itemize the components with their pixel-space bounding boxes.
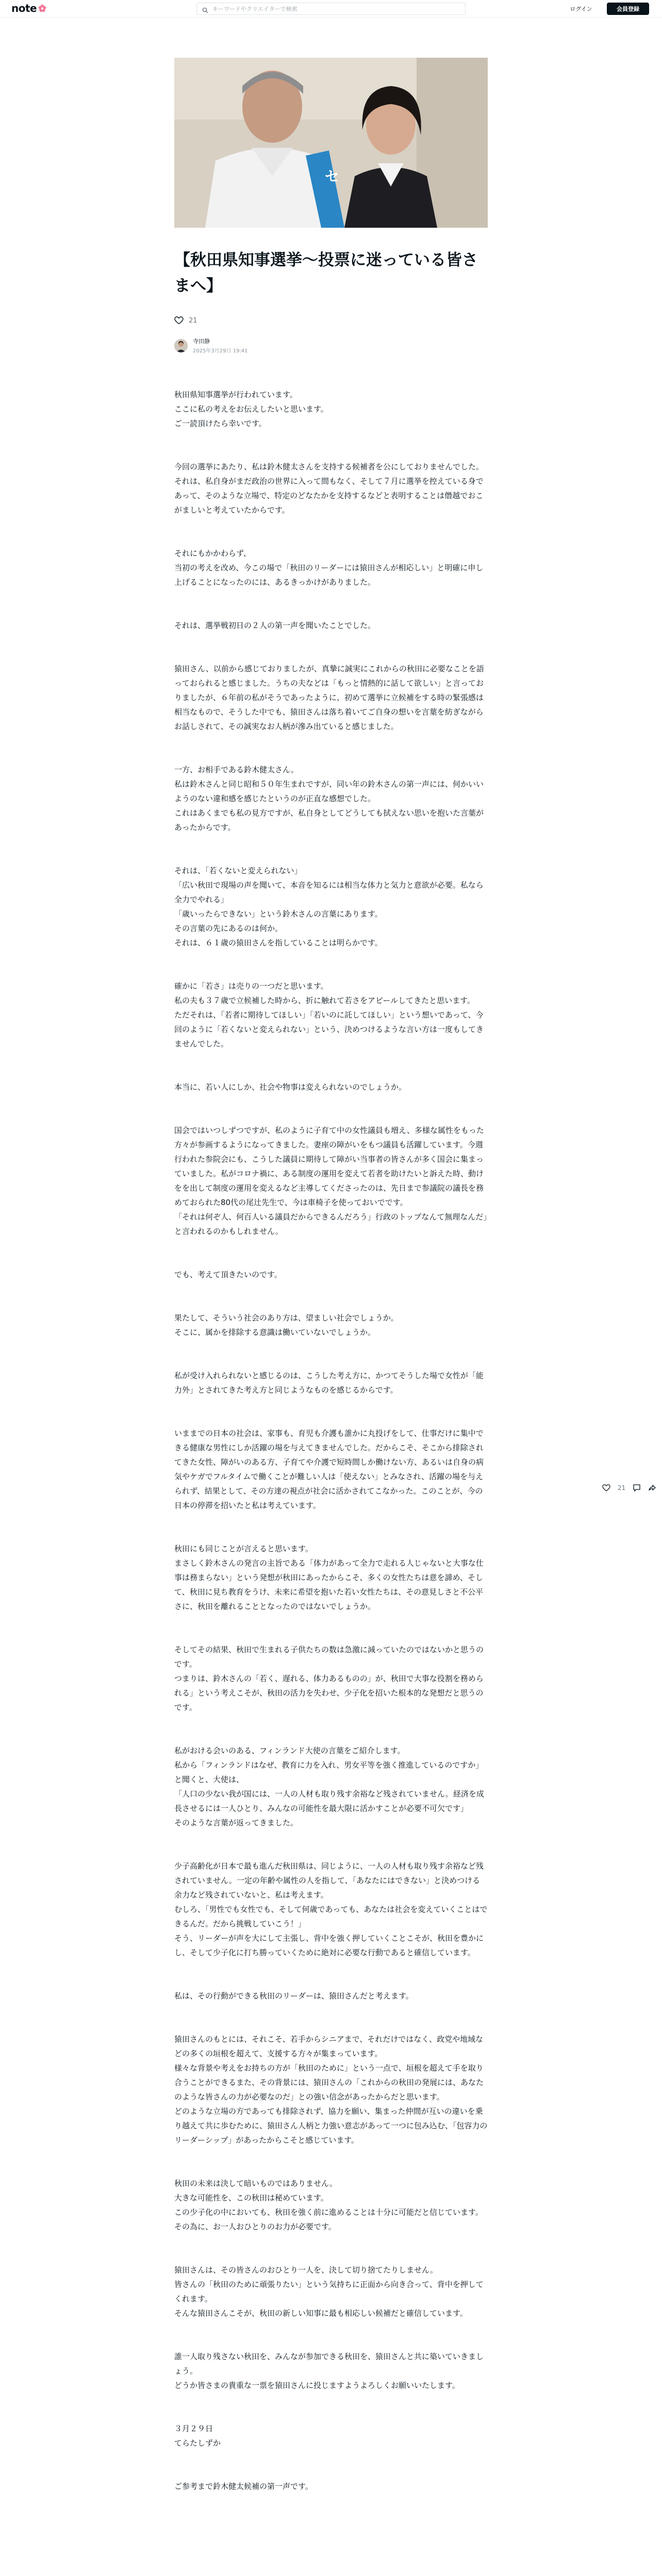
- publish-date: 2025年3月29日 19:41: [193, 348, 248, 354]
- like-row: [174, 316, 197, 325]
- share-icon[interactable]: [648, 1484, 656, 1492]
- paragraph: 猿田さんのもとには、それこそ、若手からシニアまで、それだけではなく、政党や地域などの多くの垣根を超えて、支援する方々が集まっています。 様々な背景や考えをお持ちの方が「秋田のために」という一点で、垣根を超えて手を取り合うことができるまた、その背景には、猿田さんの「これからの秋田の発展には、あなたのような皆さんの力が必要なのだ」との強い信念があったからだと思います。 どのような立場の方であっても排除されず、協力を願い、集まった仲間が互いの違いを乗り越えて共に歩むために、猿田さん人柄と力強い意志があって一つに包み込む、「包容力のリーダーシップ」があったからこそと感じています。: [174, 2035, 488, 2145]
- comment-icon[interactable]: [633, 1484, 641, 1492]
- search-icon: [202, 6, 208, 12]
- paragraph: 確かに「若さ」は売りの一つだと思います。 私の夫も３７歳で立候補した時から、折に触れて若さをアピールしてきたと思います。 ただそれは、「若者に期待してほしい」「若いのに託してほしい」という想いであって、今回のように「若くないと変えられない」という、決めつけるような言い方は一度もしてきませんでした。: [174, 981, 484, 1048]
- paragraph: でも、考えて頂きたいのです。: [174, 1270, 282, 1279]
- paragraph: それは、選挙戦初日の２人の第一声を聞いたことでした。: [174, 621, 376, 630]
- like-count: 21: [189, 316, 197, 325]
- login-button[interactable]: ログイン: [570, 6, 592, 12]
- svg-text:セ: セ: [325, 168, 340, 185]
- paragraph: 私が受け入れられないと感じるのは、こうした考え方に、かつてそうした場で女性が「能力外」とされてきた考え方と同じようなものを感じるからです。: [174, 1371, 484, 1395]
- paragraph: そしてその結果、秋田で生まれる子供たちの数は急激に減っていたのではないかと思うのです。 つまりは、鈴木さんの「若く、遅れる、体力あるものの」が、秋田で大事な役割を務められる」という考えこそが、秋田の活力を失わせ、少子化を招いた根本的な発想だと思うのです。: [174, 1645, 484, 1712]
- logo-text: note: [11, 2, 37, 14]
- heart-icon[interactable]: [602, 1484, 610, 1492]
- paragraph: いままでの日本の社会は、家事も、育児も介護も誰かに丸投げをして、仕事だけに集中できる健康な男性にしか活躍の場を与えてきませんでした。だからこそ、そこから排除されてきた女性、障がいのある方、子育てや介護で短時間しか働けない方、あるいは自身の病気やケガでフルタイムで働くことが難しい人は「使えない」とみなされ、活躍の場を与えられず、結果として、その方達の視点が社会に活かされてこなかった。このことが、今の日本の停滞を招いたと私は考えています。: [174, 1429, 484, 1510]
- paragraph: 一方、お相手である鈴木健太さん。 私は鈴木さんと同じ昭和５０年生まれですが、同い年の鈴木さんの第一声には、何かいいようのない違和感を感じたというのが正直な感想でした。 これはあくまでも私の見方ですが、私自身としてどうしても拭えない思いを抱いた言葉があったからです。: [174, 765, 484, 832]
- paragraph: 少子高齢化が日本で最も進んだ秋田県は、同じように、一人の人材も取り残す余裕など残されていません。一定の年齢や属性の人を指して、「あなたにはできない」と決めつける余力など残されていないと、私は考えます。 むしろ、「男性でも女性でも、そして何歳であっても、あなたは社会を変えていくことはできるんだ。だから挑戦していこう！」 そう、リーダーが声を大にして主張し、背中を強く押していくことこそが、秋田を豊かにし、そして少子化に打ち勝っていくために絶対に必要な行動であると確信しています。: [174, 1861, 488, 1957]
- note-logo[interactable]: [11, 2, 46, 14]
- paragraph: 私は、その行動ができる秋田のリーダーは、猿田さんだと考えます。: [174, 1991, 413, 2001]
- avatar[interactable]: [174, 339, 188, 352]
- paragraph: それは、「若くないと変えられない」 「広い秋田で現場の声を聞いて、本音を知るには相当な体力と気力と意欲が必要。私なら全力でやれる」 「歳いったらできない」という鈴木さんの言葉にあります。 その言葉の先にあるのは何か。 それは、６１歳の猿田さんを指していることは明らかです。: [174, 866, 484, 947]
- paragraph: 猿田さん、以前から感じておりましたが、真摯に誠実にこれからの秋田に必要なことを語っておられると感じました。うちの夫などは「もっと情熱的に話して欲しい」と言っておりましたが、６年前の私がそうであったように、初めて選挙に立候補をする時の緊張感は相当なもので、そうした中でも、猿田さんは落ち着いてご自身の想いを言葉を紡ぎながらお話しされて、その誠実なお人柄が滲み出ていると感じました。: [174, 664, 484, 731]
- paragraph: それにもかかわらず、 当初の考えを改め、今この場で「秋田のリーダーには猿田さんが相応しい」と明確に申し上げることになったのには、あるきっかけがありました。: [174, 549, 484, 587]
- article-title: 【秋田県知事選挙～投票に迷っている皆さまへ】: [174, 251, 478, 295]
- article-body: [174, 387, 488, 2522]
- site-header: [0, 0, 662, 18]
- side-like-count: 21: [618, 1484, 626, 1492]
- search-input[interactable]: キーワードやクリエイターで検索: [212, 6, 297, 12]
- paragraph: ご参考まで鈴木健太候補の第一声です。: [174, 2482, 313, 2491]
- author-name[interactable]: 寺田静: [193, 338, 210, 345]
- side-action-bar: [602, 1484, 656, 1492]
- paragraph: 果たして、そういう社会のあり方は、望ましい社会でしょうか。 そこに、属かを排除する意識は働いていないでしょうか。: [174, 1313, 399, 1337]
- article-hero-image: [174, 58, 488, 228]
- paragraph: 私がおける会いのある、フィンランド大使の言葉をご紹介します。 私から「フィンランドはなぜ、教育に力を入れ、男女平等を強く推進しているのですか」と聞くと、大使は、 「人口の少ない我が国には、一人の人材も取り残す余裕など残されていません。経済を成長させるには一人ひとり、みんなの可能性を最大限に活かすことが必要不可欠です」 そのような言葉が返ってきました。: [174, 1746, 484, 1827]
- paragraph: 秋田県知事選挙が行われています。 ここに私の考えをお伝えしたいと思います。 ご一読頂けたら幸いです。: [174, 390, 328, 428]
- paragraph: 今回の選挙にあたり、私は鈴木健太さんを支持する候補者を公にしておりませんでした。 それは、私自身がまだ政治の世界に入って間もなく、そして７月に選挙を控えている身であって、そのような立場で、特定のどなたかを支持するなどと表明することは僭越でおこがましいと考えていたからです。: [174, 462, 484, 515]
- paragraph: 本当に、若い人にしか、社会や物事は変えられないのでしょうか。: [174, 1082, 407, 1092]
- paragraph: 秋田の未来は決して暗いものではありません。 大きな可能性を、この秋田は秘めています。 この少子化の中においても、秋田を強く前に進めることは十分に可能だと信じています。 その為に、お一人おひとりのお力が必要です。: [174, 2179, 483, 2231]
- search-box[interactable]: [196, 3, 466, 15]
- paragraph: 国会ではいつしずつですが、私のように子育て中の女性議員も増え、多様な属性をもった方々が参画するようになってきました。妻座の障がいをもつ議員も活躍しています。今週行われた参院会にも、こうした議員に期待して障がい当事者の皆さんが多く国会に集まっていました。私がコロナ禍に、ある制度の運用を変えて若者を助けたいと訴えた時、動けをを出して制度の運用を変えるなど主導してくださったのは、先日まで参議院の議長を務めておられた80代の尾辻先生で、今は車椅子を使っておいでです。 「それは何ぞ人、何百人いる議員だからできるんだろう」行政のトップなんて無理なんだ」と言われるのかもしれません。: [174, 1126, 487, 1236]
- paragraph: 猿田さんは、その皆さんのおひとり一人を、決して切り捨てたりしません。 皆さんの「秋田のために頑張りたい」という気持ちに正面から向き合って、背中を押してくれます。 そんな猿田さんこそが、秋田の新しい知事に最も相応しい候補だと確信しています。: [174, 2265, 484, 2318]
- flower-icon: [38, 4, 46, 12]
- paragraph: 誰一人取り残さない秋田を、みんなが参加できる秋田を、猿田さんと共に築いていきましょう。 どうか皆さまの貴重な一票を猿田さんに投じますようよろしくお願いいたします。: [174, 2352, 484, 2390]
- paragraph: ３月２９日 てらたしずか: [174, 2424, 221, 2448]
- signup-button[interactable]: 会員登録: [607, 3, 649, 15]
- heart-icon[interactable]: [174, 316, 184, 325]
- author-info[interactable]: [174, 337, 248, 354]
- paragraph: 秋田にも同じことが言えると思います。 まさしく鈴木さんの発言の主旨である「体力があって全力で走れる人じゃないと大事な仕事は務まらない」という発想が秋田にあったからこそ、多くの女性たちは意を諦め、そして、秋田に見ち教育をうけ、未来に希望を抱いた若い女性たちは、その意見しさと不公平さに、秋田を離れることとなったのではないでしょうか。: [174, 1544, 484, 1611]
